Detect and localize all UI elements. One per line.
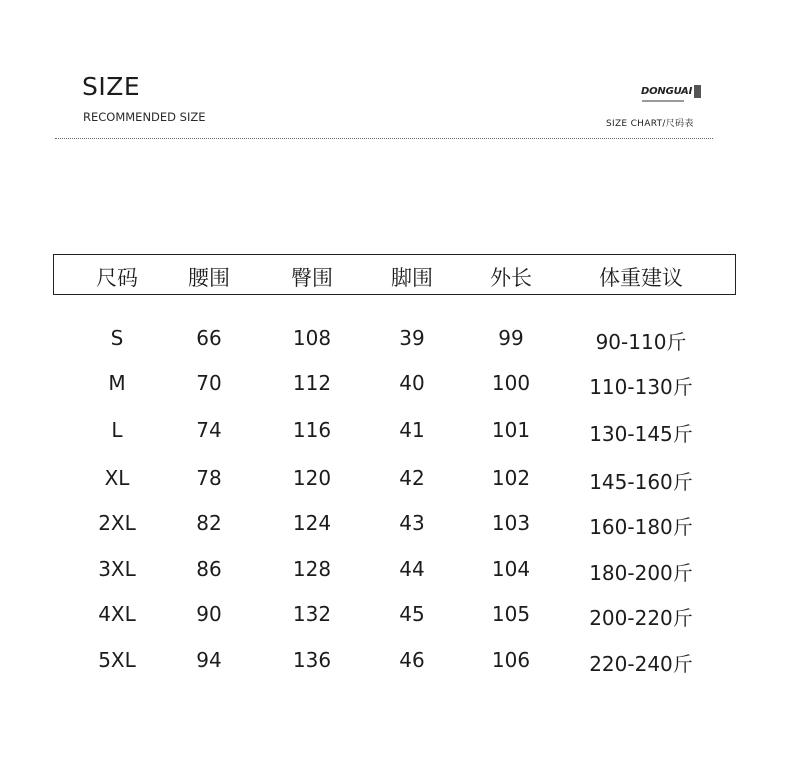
table-cell: 94 [196, 648, 222, 672]
table-cell: 200-220斤 [589, 606, 693, 630]
brand-mark-icon [694, 85, 701, 98]
table-cell: 106 [491, 648, 531, 672]
table-cell: 45 [399, 602, 425, 626]
column-header: 臀围 [291, 266, 333, 290]
table-cell: 42 [399, 466, 425, 490]
table-cell: 110-130斤 [589, 375, 693, 399]
table-cell: 108 [292, 326, 332, 350]
column-header: 脚围 [391, 266, 433, 290]
table-cell: 124 [292, 511, 332, 535]
table-cell: 104 [491, 557, 531, 581]
table-cell: 74 [196, 418, 222, 442]
table-cell: XL [104, 466, 130, 490]
table-cell: 130-145斤 [589, 422, 693, 446]
table-cell: 3XL [98, 557, 136, 581]
table-cell: 4XL [98, 602, 136, 626]
table-cell: 99 [498, 326, 524, 350]
table-cell: 120 [292, 466, 332, 490]
dotted-divider [55, 138, 713, 139]
table-cell: 40 [399, 371, 425, 395]
table-cell: 102 [491, 466, 531, 490]
table-cell: 220-240斤 [589, 652, 693, 676]
table-cell: 132 [292, 602, 332, 626]
table-cell: 160-180斤 [589, 515, 693, 539]
table-cell: 112 [292, 371, 332, 395]
table-cell: 136 [292, 648, 332, 672]
table-cell: 41 [399, 418, 425, 442]
table-cell: 44 [399, 557, 425, 581]
table-cell: S [110, 326, 124, 350]
brand-logo [641, 85, 701, 98]
page-subtitle: RECOMMENDED SIZE [83, 110, 206, 124]
table-cell: 86 [196, 557, 222, 581]
page-title: SIZE [82, 72, 141, 101]
table-cell: 101 [491, 418, 531, 442]
table-cell: 66 [196, 326, 222, 350]
table-cell: 2XL [98, 511, 136, 535]
table-cell: 90 [196, 602, 222, 626]
column-header: 体重建议 [599, 266, 683, 290]
brand-name: DONGUAI [641, 86, 693, 97]
table-cell: L [111, 418, 123, 442]
table-cell: 82 [196, 511, 222, 535]
table-cell: 5XL [98, 648, 136, 672]
brand-tagline-mark [642, 100, 684, 102]
table-cell: 116 [292, 418, 332, 442]
table-cell: 145-160斤 [589, 470, 693, 494]
table-cell: 105 [491, 602, 531, 626]
table-cell: M [108, 371, 126, 395]
table-cell: 46 [399, 648, 425, 672]
table-cell: 70 [196, 371, 222, 395]
table-cell: 78 [196, 466, 222, 490]
table-cell: 180-200斤 [589, 561, 693, 585]
column-header: 外长 [490, 266, 532, 290]
chart-caption: SIZE CHART/尺码表 [606, 119, 694, 129]
table-cell: 103 [491, 511, 531, 535]
table-cell: 100 [491, 371, 531, 395]
table-cell: 90-110斤 [595, 330, 687, 354]
column-header: 尺码 [96, 266, 138, 290]
table-cell: 128 [292, 557, 332, 581]
table-cell: 43 [399, 511, 425, 535]
column-header: 腰围 [188, 266, 230, 290]
table-cell: 39 [399, 326, 425, 350]
